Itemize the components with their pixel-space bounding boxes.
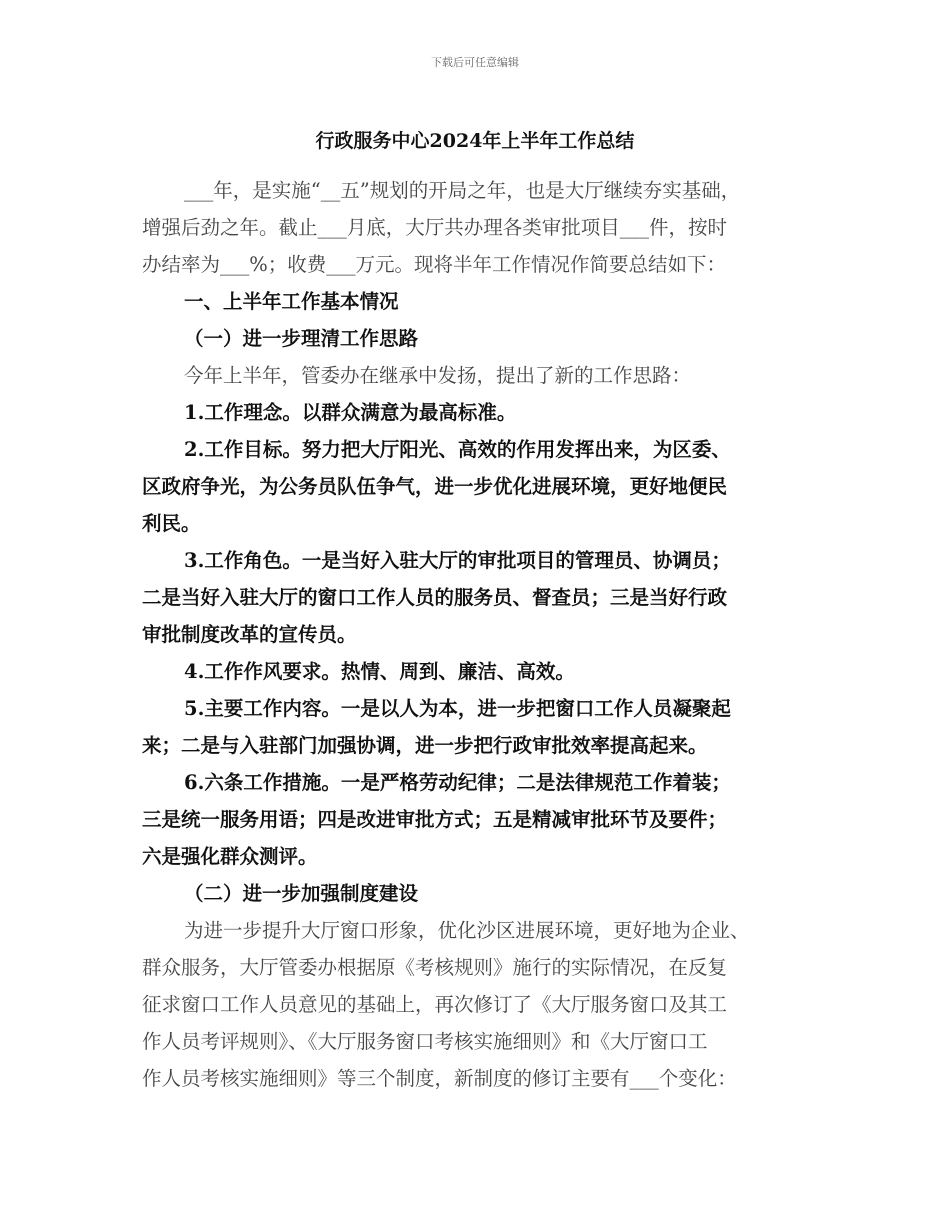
body-line: 1.工作理念。以群众满意为最高标准。 <box>184 401 517 424</box>
body-line: 审批制度改革的宣传员。 <box>142 623 357 646</box>
body-line: 5.主要工作内容。一是以人为本，进一步把窗口工作人员凝聚起 <box>184 697 731 720</box>
body-line: 6.六条工作措施。一是严格劳动纪律；二是法律规范工作着装； <box>184 771 731 794</box>
body-line: 六是强化群众测评。 <box>142 845 318 868</box>
body-line: 区政府争光，为公务员队伍争气，进一步优化进展环境，更好地便民 <box>142 475 728 498</box>
body-line: 增强后劲之年。截止___月底，大厅共办理各类审批项目___件，按时 <box>142 216 728 239</box>
body-line: （一）进一步理清工作思路 <box>184 327 419 350</box>
body-line: 一、上半年工作基本情况 <box>184 290 399 313</box>
body-line: 4.工作作风要求。热情、周到、廉洁、高效。 <box>184 660 575 683</box>
body-line: 作人员考评规则》、《大厅服务窗口考核实施细则》和《大厅窗口工 <box>142 1030 708 1053</box>
body-line: 今年上半年，管委办在继承中发扬，提出了新的工作思路： <box>184 364 692 387</box>
body-line: 群众服务，大厅管委办根据原《考核规则》施行的实际情况，在反复 <box>142 956 728 979</box>
body-line: 为进一步提升大厅窗口形象，优化沙区进展环境，更好地为企业、 <box>184 919 750 942</box>
body-line: 二是当好入驻大厅的窗口工作人员的服务员、督查员；三是当好行政 <box>142 586 728 609</box>
body-line: 办结率为___%；收费___万元。现将半年工作情况作简要总结如下： <box>142 253 727 276</box>
body-line: （二）进一步加强制度建设 <box>184 882 419 905</box>
body-line: 作人员考核实施细则》等三个制度，新制度的修订主要有___个变化： <box>142 1067 737 1090</box>
body-line: 来；二是与入驻部门加强协调，进一步把行政审批效率提高起来。 <box>142 734 708 757</box>
body-line: ___年，是实施“__五”规划的开局之年，也是大厅继续夯实基础， <box>184 179 741 202</box>
document-title: 行政服务中心2024年上半年工作总结 <box>315 130 635 152</box>
body-line: 3.工作角色。一是当好入驻大厅的审批项目的管理员、协调员； <box>184 549 731 572</box>
document-body <box>142 172 812 1097</box>
body-line: 三是统一服务用语；四是改进审批方式；五是精减审批环节及要件； <box>142 808 728 831</box>
body-line: 2.工作目标。努力把大厅阳光、高效的作用发挥出来，为区委、 <box>184 438 731 461</box>
page-header-note: 下载后可任意编辑 <box>431 56 519 69</box>
body-line: 征求窗口工作人员意见的基础上，再次修订了《大厅服务窗口及其工 <box>142 993 728 1016</box>
body-line: 利民。 <box>142 512 201 535</box>
